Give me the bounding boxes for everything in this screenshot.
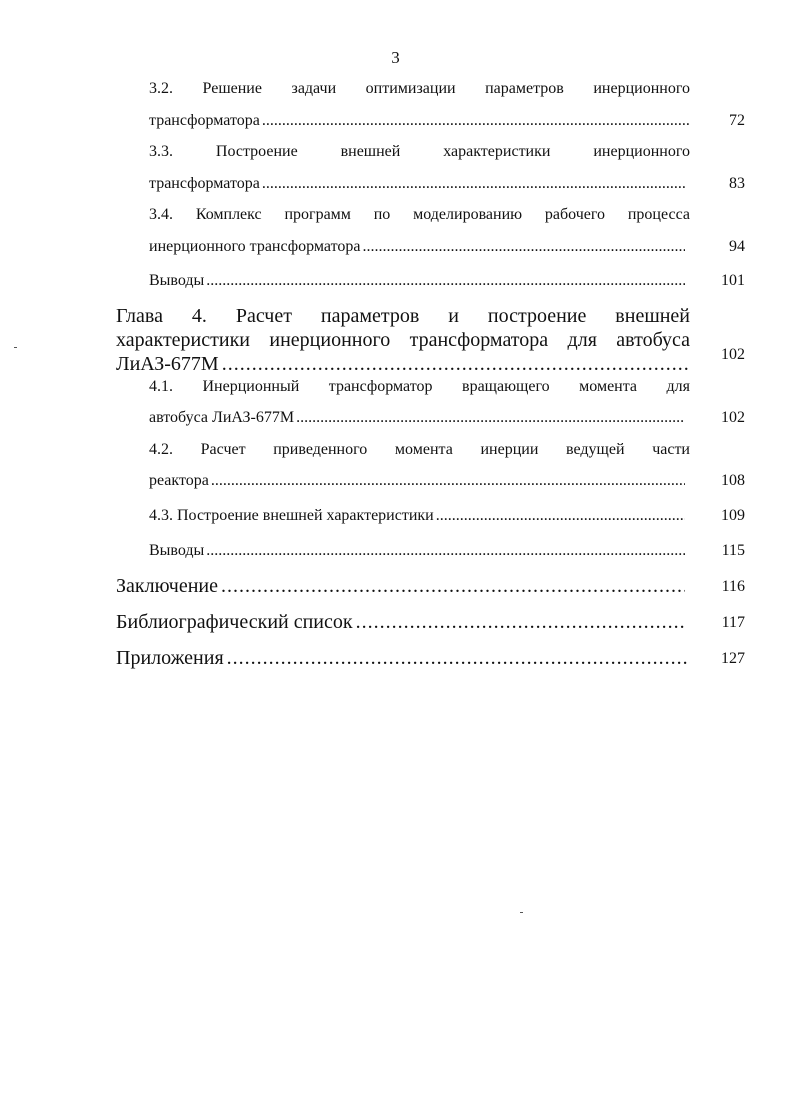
toc-entry-title-line: 3.3. Построение внешней характеристики инерционного	[149, 143, 690, 160]
toc-entry-page-number: 72	[729, 112, 745, 129]
toc-entry-title-line: Выводы . . .	[149, 272, 685, 290]
toc-entry-title-line: автобуса ЛиАЗ-677М . . .	[149, 409, 685, 427]
scan-speck	[14, 347, 17, 348]
toc-entry-title-line: трансформатора . . .	[149, 112, 690, 130]
toc-entry-page-number: 108	[721, 472, 745, 489]
toc-entry-page-number: 115	[721, 542, 745, 559]
toc-entry-page-number: 83	[729, 175, 745, 192]
page-number: 3	[391, 48, 400, 67]
toc-entry-page-number: 102	[721, 409, 745, 426]
toc-entry-title-line: инерционного трансформатора . . .	[149, 238, 685, 256]
toc-entry-title-line: Выводы . . .	[149, 542, 685, 560]
toc-entry-page-number: 127	[721, 650, 745, 667]
toc-entry-page-number: 94	[729, 238, 745, 255]
toc-entry-title-line: 4.1. Инерционный трансформатор вращающего момента для	[149, 378, 690, 395]
toc-entry-title-line: реактора . . .	[149, 472, 685, 490]
toc-entry-title-line: ЛиАЗ-677М . . .	[116, 353, 690, 376]
toc-entry-title-line: 3.4. Комплекс программ по моделированию рабочего процесса	[149, 206, 690, 223]
toc-entry-page-number: 101	[721, 272, 745, 289]
toc-entry-title-line: характеристики инерционного трансформатора для автобуса	[116, 329, 690, 351]
toc-entry-title-line: Приложения . . .	[116, 647, 690, 670]
toc-entry-page-number: 117	[721, 614, 745, 631]
toc-entry-page-number: 116	[721, 578, 745, 595]
toc-entry-title-line: Глава 4. Расчет параметров и построение внешней	[116, 305, 690, 327]
toc-entry-title-line: трансформатора . . .	[149, 175, 685, 193]
toc-entry-page-number: 109	[721, 507, 745, 524]
scan-speck	[520, 912, 523, 913]
toc-entry-title-line: 3.2. Решение задачи оптимизации параметров инерционного	[149, 80, 690, 97]
toc-entry-title-line: Библиографический список . . .	[116, 611, 685, 634]
toc-entry-page-number: 102	[721, 346, 745, 363]
toc-entry-title-line: 4.3. Построение внешней характеристики . . .	[149, 507, 685, 525]
toc-entry-title-line: 4.2. Расчет приведенного момента инерции ведущей части	[149, 441, 690, 458]
toc-entry-title-line: Заключение . . .	[116, 575, 685, 598]
